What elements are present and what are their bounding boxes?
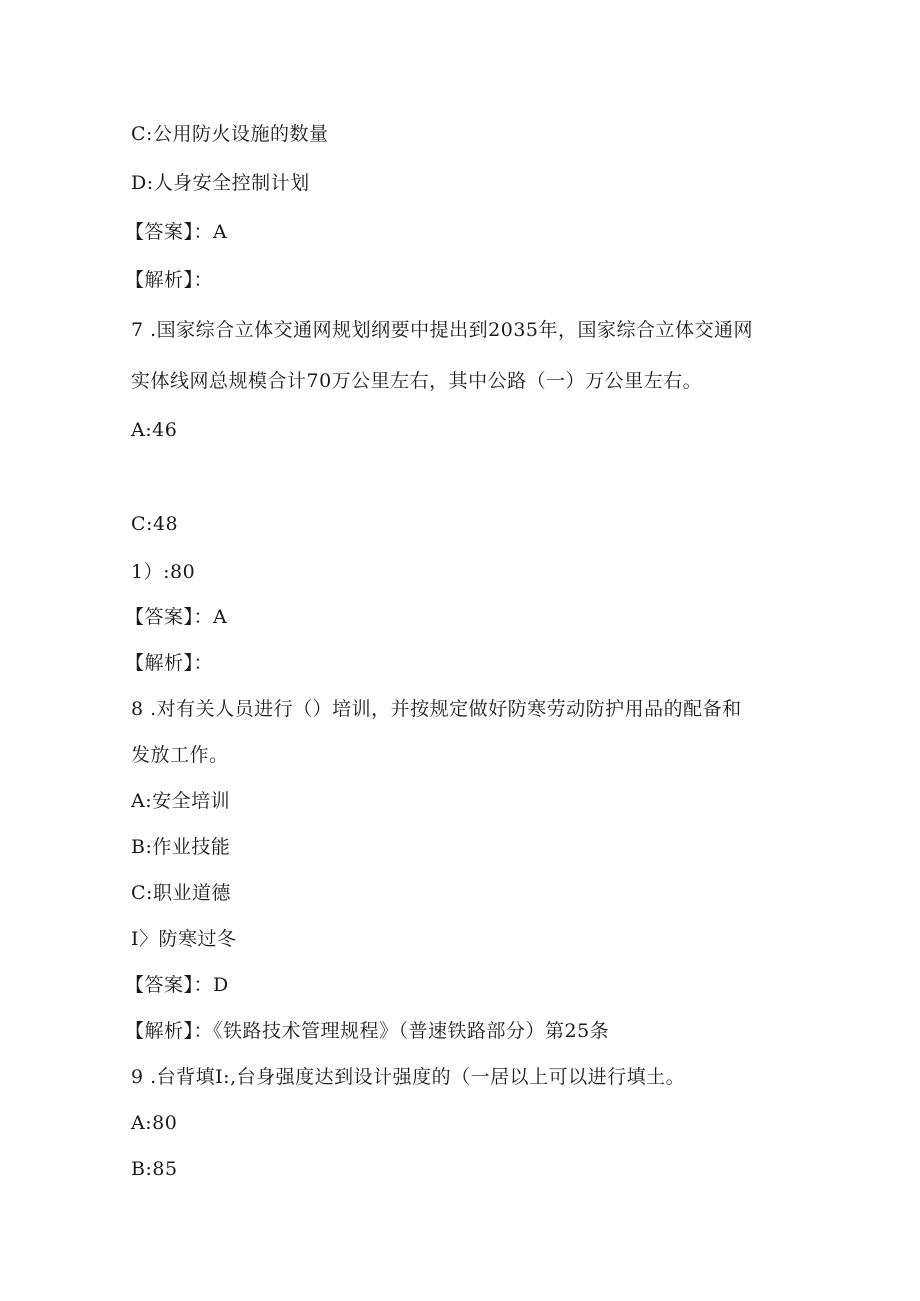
question-7-line-1: 7 .国家综合立体交通网规划纲要中提出到2035年，国家综合立体交通网 [131, 319, 754, 341]
option-a-q9: A:80 [131, 1112, 178, 1134]
option-d-q8: I〉防寒过冬 [131, 928, 237, 950]
analysis-q7: 【解析】： [125, 652, 214, 674]
option-b-q9: B:85 [131, 1158, 178, 1180]
option-c-q8: C:职业道德 [131, 882, 231, 904]
option-d-q7: 1）:80 [131, 561, 196, 583]
option-c-q6: C:公用防火设施的数量 [131, 123, 329, 145]
option-a-q8: A:安全培训 [131, 790, 231, 812]
question-8-line-1: 8 .对有关人员进行（）培训，并按规定做好防寒劳动防护用品的配备和 [131, 698, 742, 720]
answer-q6: 【答案】：A [125, 221, 228, 243]
analysis-q6: 【解析】： [125, 269, 214, 291]
analysis-q8: 【解析】：《铁路技术管理规程》（普速铁路部分）第25条 [125, 1020, 610, 1042]
option-d-q6: D:人身安全控制计划 [131, 172, 310, 194]
option-c-q7: C:48 [131, 513, 179, 535]
option-a-q7: A:46 [131, 419, 178, 441]
question-9-line-1: 9 .台背填I:,台身强度达到设计强度的（一居以上可以进行填土。 [131, 1066, 686, 1088]
answer-q7: 【答案】：A [125, 606, 228, 628]
question-7-line-2: 实体线网总规模合计70万公里左右，其中公路（一）万公里左右。 [131, 370, 703, 392]
answer-q8: 【答案】：D [125, 974, 229, 996]
question-8-line-2: 发放工作。 [131, 744, 229, 766]
option-b-q8: B:作业技能 [131, 836, 231, 858]
